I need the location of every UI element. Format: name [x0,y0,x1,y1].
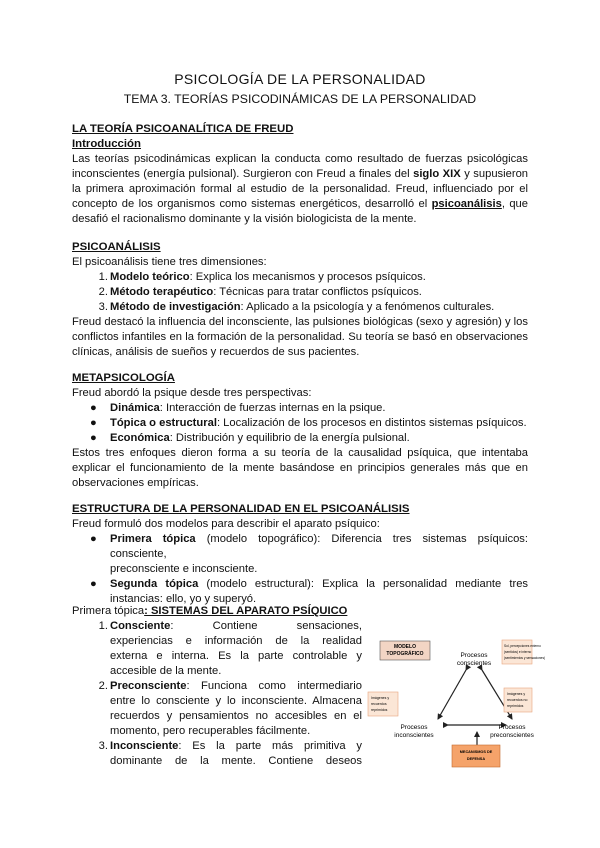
preconscious-label-line2: preconscientes [490,732,534,739]
intro-text: Freud formuló dos modelos para describir el aparato psíquico: [72,518,380,530]
list-item: ● Económica: Distribución y equilibrio de la energía pulsional. [90,432,410,444]
paragraph-line: inconscientes (energía pulsional). Surgieron con Freud a finales del siglo XIX y supusieron [72,168,529,180]
list-item: ● Primera tópica (modelo topográfico): Diferencia tres sistemas psíquicos: consciente, preconsciente e inconsciente. [90,533,528,575]
section-heading: PSICOANÁLISIS [72,241,161,253]
defense-line1: MECANISMOS DE [459,750,493,754]
topographic-model-diagram [362,628,546,772]
conscious-note-line3: (sentimientos y sensaciones) [504,656,546,660]
preconscious-note-line3: reprimidos [507,704,524,708]
unconscious-note-line2: recuerdos [371,702,387,706]
topic-title: TEMA 3. TEORÍAS PSICODINÁMICAS DE LA PERSONALIDAD [123,92,477,106]
list-item: ● Tópica o estructural: Localización de los procesos en distintos sistemas psíquicos. [90,417,527,429]
conscious-label-line1: Procesos [460,652,488,659]
diagram-svg [362,628,546,772]
arrow-conscious-unconscious [438,670,466,719]
subsection-heading: Introducción [72,138,141,150]
list-item: 2. Método terapéutico: Técnicas para tratar conflictos psíquicos. [98,286,422,298]
list-item: ● Dinámica: Interacción de fuerzas internas en la psique. [90,402,386,414]
list-item: 3. Método de investigación: Aplicado a la psicología y a fenómenos culturales. [98,301,495,313]
unconscious-label-line2: inconscientes [394,732,434,739]
section-heading: ESTRUCTURA DE LA PERSONALIDAD EN EL PSICOANÁLISIS [72,503,410,515]
defense-line2: DEFENSA [466,757,486,761]
section-heading: Primera tópica: SISTEMAS DEL APARATO PSÍQUICO [72,605,348,617]
list-item: 1. Modelo teórico: Explica los mecanismos y procesos psíquicos. [98,271,426,283]
section-metapsychology [72,371,528,491]
defense-mechanisms-box [452,745,500,767]
paragraph-line: desafió el racionalismo dominante y la visión biologicista de la mente. [72,213,417,225]
paragraph-line: concepto de los organismos como sistemas energéticos, desarrolló el psicoanálisis, que [72,198,529,210]
intro-text: Freud abordó la psique desde tres perspectivas: [72,387,312,399]
list-item: 2. Preconsciente: Funciona como intermediario entre lo consciente y lo inconsciente. Almacena recuerdos y pensamientos no accesibles en el momento, pero recuperables fácilmente. [98,680,362,737]
unconscious-note-line3: reprimidos [371,708,388,712]
paragraph-line: Freud destacó la influencia del inconsciente, las pulsiones biológicas (sexo y agresión) y los [72,316,528,328]
preconscious-note-line1: Imágenes y [507,692,526,696]
section-heading: LA TEORÍA PSICOANALÍTICA DE FREUD [72,123,294,135]
section-freud-theory [72,122,528,227]
paragraph-line: Estos tres enfoques dieron forma a su teoría de la causalidad psíquica, que intentaba [72,447,528,459]
paragraph-line: Las teorías psicodinámicas explican la conducta como resultado de fuerzas psicológicas [72,153,528,165]
conscious-label-line2: conscientes [456,660,492,667]
model-title-line2: TOPOGRÁFICO [386,651,424,657]
paragraph-line: clínicas, análisis de sueños y recuerdos de sus pacientes. [72,346,360,358]
section-psychoanalysis [72,240,528,360]
section-heading: METAPSICOLOGÍA [72,372,175,384]
course-title: PSICOLOGÍA DE LA PERSONALIDAD [174,71,426,87]
section-psychic-systems [72,604,362,769]
paragraph-line: explicar el funcionamiento de la mente basándose en principios generales más que en [72,462,528,474]
list-item: 3. Inconsciente: Es la parte más primitiva y dominante de la mente. Contiene deseos [98,740,362,767]
model-title-line1: MODELO [394,644,416,650]
conscious-note-line2: (sentidos) e interno [504,650,532,654]
list-item: ● Segunda tópica (modelo estructural): Explica la personalidad mediante tres instancias: ello, yo y superyó. [90,578,529,605]
paragraph-line: conflictos infantiles en la formación de la personalidad. Su teoría se basó en observaciones [72,331,528,343]
paragraph-line: la primera aproximación formal al estudio de la personalidad. Freud, influenciado por el [72,183,528,195]
preconscious-label-line1: Procesos [498,724,526,731]
conscious-note-line1: Sol, percepciones externo [504,644,541,648]
section-personality-structure [72,502,528,607]
preconscious-note-line2: recuerdos no [507,698,528,702]
unconscious-label-line1: Procesos [400,724,428,731]
list-item: 1. Consciente: Contiene sensaciones, experiencias e información de la realidad externa e interna. Es la parte controlable y accesible de la mente. [98,620,362,677]
intro-text: El psicoanálisis tiene tres dimensiones: [72,256,267,268]
paragraph-line: observaciones empíricas. [72,477,199,489]
unconscious-note-line1: Imágenes y [371,696,390,700]
